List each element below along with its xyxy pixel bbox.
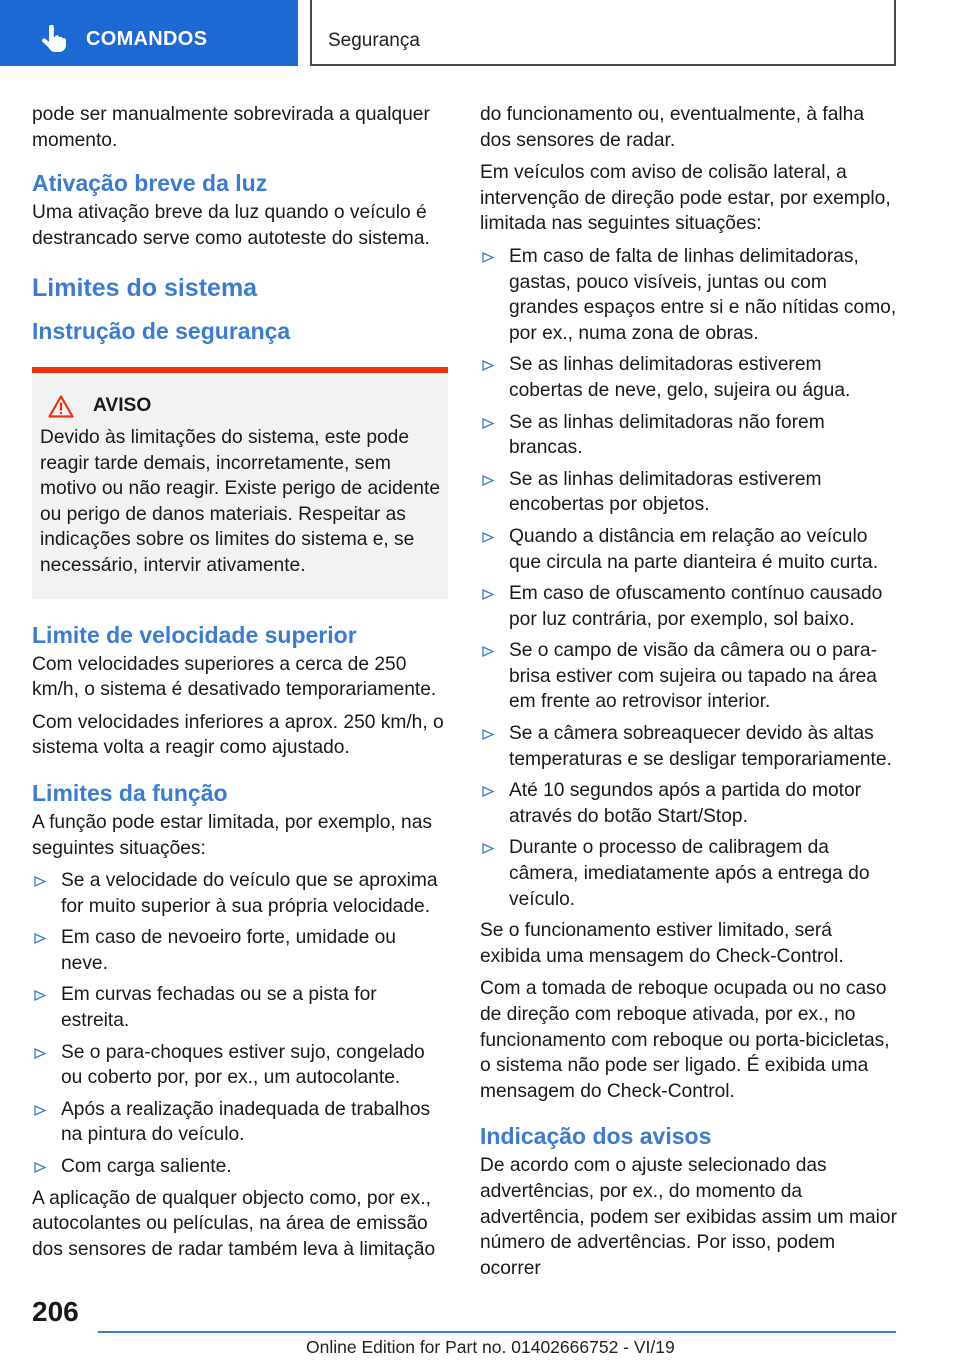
- triangle-right-outline-icon: [482, 532, 494, 543]
- triangle-right-outline-icon: [34, 1162, 46, 1173]
- footer-rule: [98, 1331, 896, 1333]
- list-item: Em curvas fechadas ou se a pista for estreita.: [32, 982, 448, 1033]
- triangle-right-outline-icon: [482, 729, 494, 740]
- list-item: Se o para-choques estiver sujo, congelado ou coberto por, por ex., um autocolante.: [32, 1040, 448, 1091]
- triangle-right-outline-icon: [34, 933, 46, 944]
- right-column: [480, 102, 898, 1288]
- funcao-bullet-list: [32, 868, 448, 1180]
- lateral-bullet-list: [480, 244, 898, 912]
- list-item: Com carga saliente.: [32, 1154, 448, 1180]
- velocidade-paragraph-1: Com velocidades superiores a cerca de 250 km/h, o sistema é desativado temporariamente.: [32, 653, 437, 701]
- left-column: [32, 102, 448, 1269]
- header-section-box: [310, 0, 896, 66]
- heading-limites-sistema: Limites do sistema: [32, 274, 258, 303]
- list-item: Se a velocidade do veículo que se aproxima for muito superior à sua própria velocidade.: [32, 868, 448, 919]
- velocidade-paragraph-2: Com velocidades inferiores a aprox. 250 km/h, o sistema volta a reagir como ajustado.: [32, 711, 444, 759]
- funcao-paragraph: A função pode estar limitada, por exemplo, nas seguintes situações:: [32, 811, 432, 859]
- triangle-right-outline-icon: [482, 475, 494, 486]
- list-item: Até 10 segundos após a partida do motor através do botão Start/Stop.: [480, 778, 898, 829]
- final-paragraph: A aplicação de qualquer objecto como, por ex., autocolantes ou películas, na área de emissão dos sensores de radar também leva à limitação: [32, 1187, 436, 1260]
- page-number: 206: [32, 1296, 79, 1327]
- warning-text: Devido às limitações do sistema, este pode reagir tarde demais, incorretamente, sem motivo ou não reagir. Existe perigo de acidente ou perigo de danos materiais. Respeitar as indicações sobre os limites do sistema e, se necessário, intervir ativamente.: [40, 426, 440, 576]
- header-chapter-tab: [0, 0, 298, 66]
- list-item: Durante o processo de calibragem da câmera, imediatamente após a entrega do veículo.: [480, 835, 898, 912]
- warning-box: [32, 373, 448, 598]
- triangle-right-outline-icon: [34, 990, 46, 1001]
- triangle-right-outline-icon: [482, 786, 494, 797]
- triangle-right-outline-icon: [482, 252, 494, 263]
- list-item: Após a realização inadequada de trabalhos na pintura do veículo.: [32, 1097, 448, 1148]
- list-item: Em caso de falta de linhas delimitadoras, gastas, pouco visíveis, juntas ou com grandes espaços entre si e não nítidas como, por ex., numa zona de obras.: [480, 244, 898, 346]
- triangle-right-outline-icon: [482, 418, 494, 429]
- list-item: Se as linhas delimitadoras estiverem encobertas por objetos.: [480, 467, 898, 518]
- heading-limite-velocidade: Limite de velocidade superior: [32, 621, 357, 648]
- list-item: Se as linhas delimitadoras não forem brancas.: [480, 410, 898, 461]
- triangle-right-outline-icon: [482, 646, 494, 657]
- reboque-paragraph: Com a tomada de reboque ocupada ou no caso de direção com reboque ativada, por ex., no funcionamento com reboque ou porta-bicicletas, o sistema não pode ser ligado. É exibida uma mensagem do Check-Control.: [480, 978, 890, 1102]
- warning-triangle-icon: [48, 395, 74, 418]
- intro-paragraph: pode ser manualmente sobrevirada a qualquer momento.: [32, 104, 430, 151]
- section-title: Segurança: [328, 30, 420, 51]
- triangle-right-outline-icon: [34, 1048, 46, 1059]
- warning-title: AVISO: [93, 395, 152, 417]
- list-item: Em caso de ofuscamento contínuo causado por luz contrária, por exemplo, sol baixo.: [480, 581, 898, 632]
- list-item: Se o campo de visão da câmera ou o para-brisa estiver com sujeira ou tapado na área em frente ao retrovisor interior.: [480, 638, 898, 715]
- colisao-lateral-paragraph: Em veículos com aviso de colisão lateral, a intervenção de direção pode estar, por exemplo, limitada nas seguintes situações:: [480, 162, 891, 235]
- warning-header: [48, 393, 440, 419]
- chapter-label: COMANDOS: [86, 28, 208, 50]
- indicacao-paragraph: De acordo com o ajuste selecionado das advertências, por ex., do momento da advertência, podem ser exibidas assim um maior número de advertências. Por isso, podem ocorrer: [480, 1155, 897, 1279]
- ativacao-paragraph: Uma ativação breve da luz quando o veículo é destrancado serve como autoteste do sistema.: [32, 202, 430, 249]
- continuation-paragraph: do funcionamento ou, eventualmente, à falha dos sensores de radar.: [480, 104, 865, 151]
- heading-indicacao-avisos: Indicação dos avisos: [480, 1123, 712, 1150]
- triangle-right-outline-icon: [34, 876, 46, 887]
- heading-ativacao: Ativação breve da luz: [32, 170, 268, 197]
- list-item: Se a câmera sobreaquecer devido às altas temperaturas e se desligar temporariamente.: [480, 721, 898, 772]
- footer-edition-text: Online Edition for Part no. 01402666752 - VI/19: [306, 1337, 675, 1357]
- triangle-right-outline-icon: [482, 843, 494, 854]
- check-control-paragraph: Se o funcionamento estiver limitado, será exibida uma mensagem do Check-Control.: [480, 920, 844, 967]
- pointing-hand-icon: [40, 25, 66, 53]
- list-item: Em caso de nevoeiro forte, umidade ou neve.: [32, 925, 448, 976]
- heading-instrucao-seguranca: Instrução de segurança: [32, 318, 291, 345]
- heading-limites-funcao: Limites da função: [32, 779, 228, 806]
- list-item: Se as linhas delimitadoras estiverem cobertas de neve, gelo, sujeira ou água.: [480, 352, 898, 403]
- list-item: Quando a distância em relação ao veículo que circula na parte dianteira é muito curta.: [480, 524, 898, 575]
- triangle-right-outline-icon: [34, 1105, 46, 1116]
- triangle-right-outline-icon: [482, 589, 494, 600]
- triangle-right-outline-icon: [482, 360, 494, 371]
